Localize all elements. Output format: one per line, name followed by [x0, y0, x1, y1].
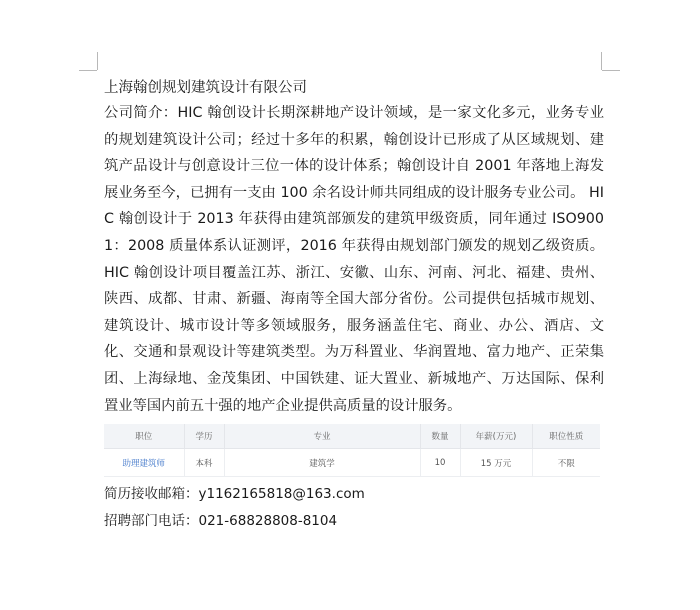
company-name: 上海翰创规划建筑设计有限公司 — [104, 80, 307, 96]
crop-mark-top-right — [602, 70, 620, 71]
header-position: 职位 — [104, 424, 184, 449]
crop-mark-top-right — [601, 52, 602, 70]
header-salary: 年薪(万元) — [460, 424, 532, 449]
job-education: 本科 — [184, 449, 224, 477]
header-education: 学历 — [184, 424, 224, 449]
crop-mark-top-left — [79, 70, 97, 71]
job-salary: 15 万元 — [460, 449, 532, 477]
header-quantity: 数量 — [420, 424, 460, 449]
header-nature: 职位性质 — [532, 424, 600, 449]
company-intro: 公司简介：HIC 翰创设计长期深耕地产设计领域，是一家文化多元，业务专业的规划建筑设计公司；经过十多年的积累，翰创设计已形成了从区域规划、建筑产品设计与创意设计三位一体的设计体系；翰创设计自 2001 年落地上海发展业务至今，已拥有一支由 100 余名设计师共同组成的设计服务专业公司。 HIC 翰创设计于 2013 年获得由建筑部颁发的建筑甲级资质，同年通过 ISO9001：2008 质量体系认证测评，2016 年获得由规划部门颁发的规划乙级资质。HIC 翰创设计项目覆盖江苏、浙江、安徽、山东、河南、河北、福建、贵州、陕西、成都、甘肃、新疆、海南等全国大部分省份。公司提供包括城市规划、建筑设计、城市设计等多领域服务，服务涵盖住宅、商业、办公、酒店、文化、交通和景观设计等建筑类型。为万科置业、华润置地、富力地产、正荣集团、上海绿地、金茂集团、中国铁建、证大置业、新城地产、万达国际、保利置业等国内前五十强的地产企业提供高质量的设计服务。 — [104, 105, 604, 414]
job-table — [104, 424, 600, 477]
crop-mark-top-left — [97, 52, 98, 70]
contact-email: 简历接收邮箱：y1162165818@163.com — [104, 486, 365, 502]
header-major: 专业 — [224, 424, 420, 449]
job-quantity: 10 — [420, 449, 460, 477]
job-position-link[interactable]: 助理建筑师 — [104, 449, 184, 477]
job-major: 建筑学 — [224, 449, 420, 477]
table-header-row — [104, 424, 600, 449]
contact-phone: 招聘部门电话：021-68828808-8104 — [104, 513, 338, 529]
table-row — [104, 449, 600, 477]
job-nature: 不限 — [532, 449, 600, 477]
document-body — [104, 76, 604, 419]
